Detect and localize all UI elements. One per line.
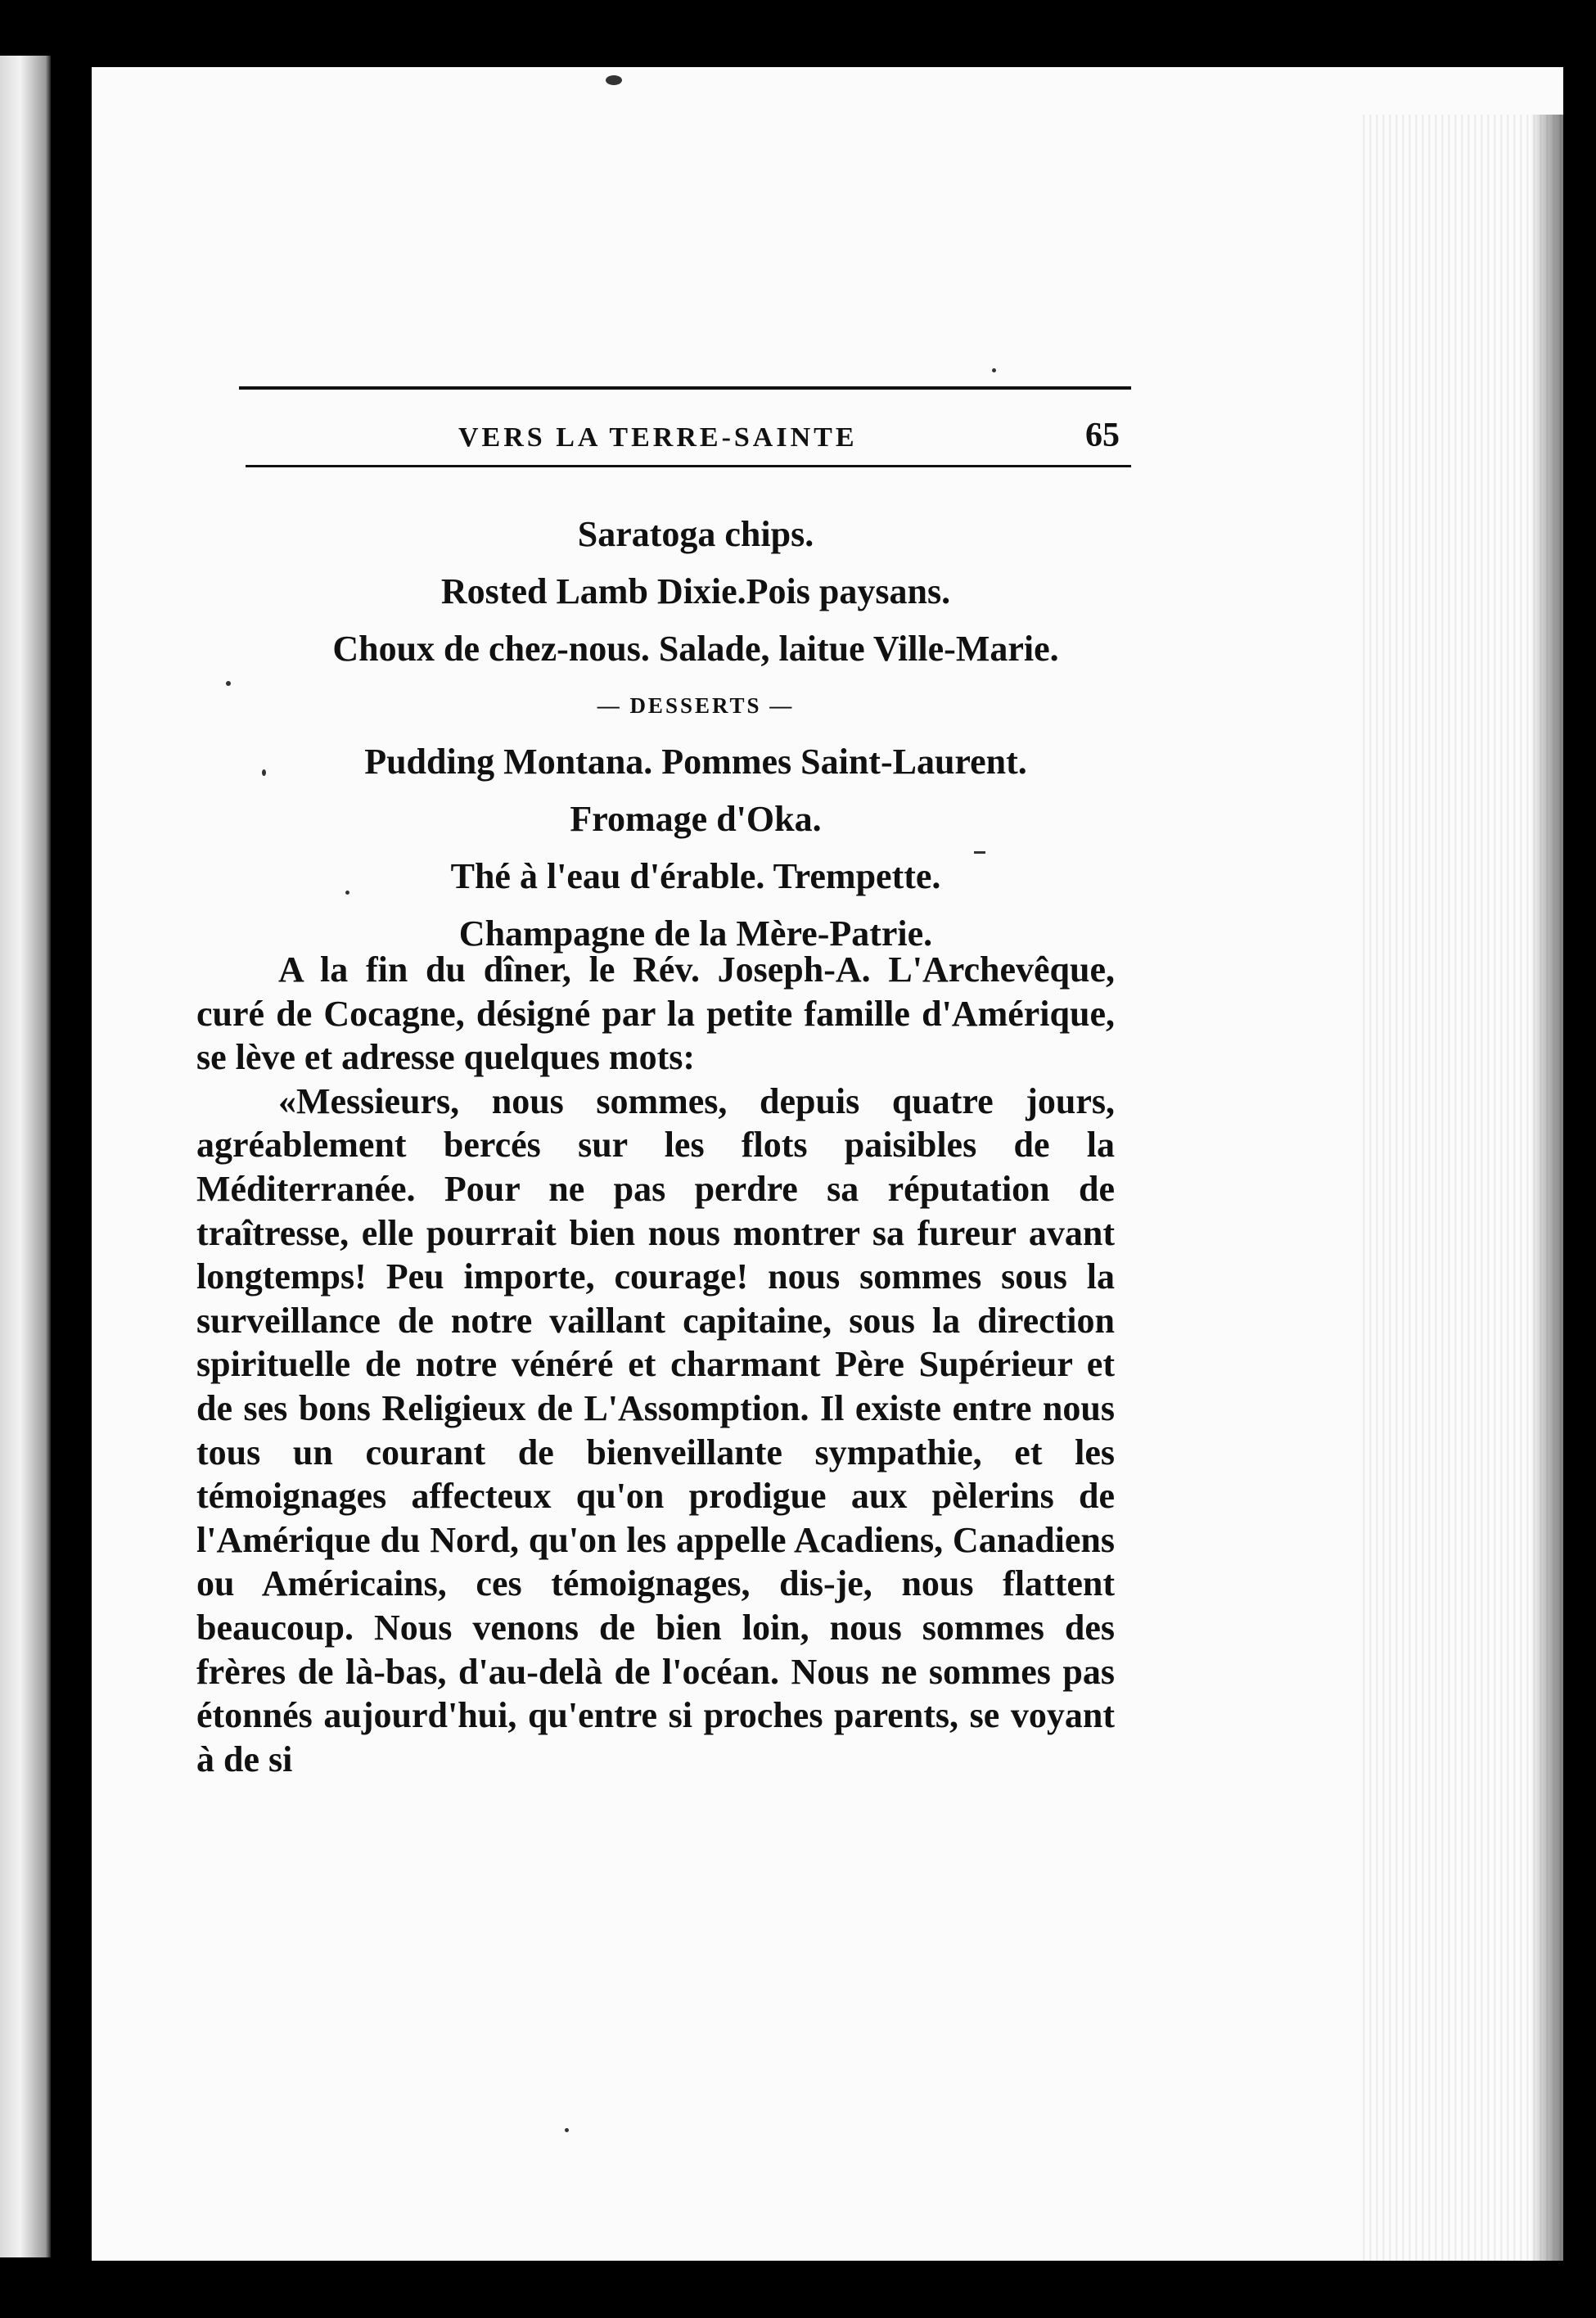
header-rule-top xyxy=(239,386,1131,390)
page-header xyxy=(0,0,1596,491)
speck xyxy=(345,891,349,895)
menu-item: Fromage d'Oka. xyxy=(570,799,822,839)
menu-item: Choux de chez-nous. Salade, laitue Ville-Marie. xyxy=(332,629,1059,669)
header-rule-bottom xyxy=(246,465,1131,467)
page-number: 65 xyxy=(1085,417,1120,454)
menu-item: Thé à l'eau d'érable. Trempette. xyxy=(450,856,941,896)
speck xyxy=(606,75,622,85)
speck xyxy=(992,368,996,372)
desserts-heading: — DESSERTS — xyxy=(597,693,795,718)
menu-item: Saratoga chips. xyxy=(577,514,814,554)
speck xyxy=(565,2128,569,2132)
speck xyxy=(262,769,266,776)
menu-item: Champagne de la Mère-Patrie. xyxy=(458,913,933,954)
paragraph: «Messieurs, nous sommes, depuis quatre jours, agréablement bercés sur les flots paisibles de la Méditerranée. Pour ne pas perdre sa réputation de traîtresse, elle pourrait bien nous montrer sa fureur avant longtemps! Peu importe, courage! nous sommes sous la surveillance de notre vaillant capitaine, sous la direction spirituelle de notre vénéré et charmant Père Supérieur et de ses bons Religieux de L'Assomption. Il existe entre nous tous un courant de bienveillante sympathie, et les témoignages affecteux qu'on prodigue aux pèlerins de l'Amérique du Nord, qu'on les appelle Acadiens, Canadiens ou Américains, ces témoignages, dis-je, nous flattent beaucoup. Nous venons de bien loin, nous sommes des frères de là-bas, d'au-delà de l'océan. Nous ne sommes pas étonnés aujourd'hui, qu'entre si proches parents, se voyant à de si xyxy=(196,1080,1115,1779)
body-text xyxy=(196,948,1115,1781)
menu-list xyxy=(246,506,1146,963)
speck xyxy=(226,681,231,686)
paragraph: A la fin du dîner, le Rév. Joseph-A. L'Archevêque, curé de Cocagne, désigné par la petite famille d'Amérique, se lève et adresse quelques mots: xyxy=(196,949,1115,1078)
menu-item: Rosted Lamb Dixie.Pois paysans. xyxy=(440,571,951,611)
running-title: VERS LA TERRE-SAINTE xyxy=(458,422,858,453)
speck xyxy=(974,851,985,854)
menu-item: Pudding Montana. Pommes Saint-Laurent. xyxy=(364,742,1027,782)
